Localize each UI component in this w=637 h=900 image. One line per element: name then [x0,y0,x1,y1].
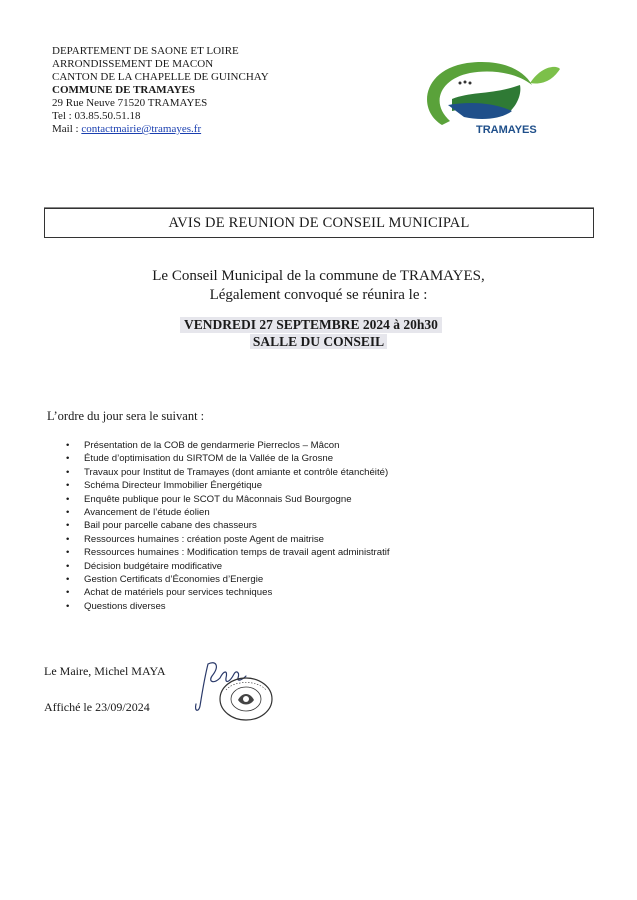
agenda-item-text: Présentation de la COB de gendarmerie Pierreclos – Mâcon [84,440,340,451]
agenda-item-text: Étude d’optimisation du SIRTOM de la Vallée de la Grosne [84,453,334,465]
agenda-item [66,519,390,532]
bullet-icon: • [66,547,70,559]
agenda-item-text: Ressources humaines : création poste Agent de maitrise [84,533,324,545]
agenda-item [66,546,390,559]
meeting-date: VENDREDI 27 SEPTEMBRE 2024 à 20h30 [180,317,442,333]
tramayes-logo [412,55,562,140]
bullet-icon: • [66,480,70,492]
agenda-item-text: Enquête publique pour le SCOT du Mâconnais Sud Bourgogne [84,493,352,505]
agenda-item-text: Gestion Certificats d’Économies d’Energie [84,574,264,586]
agenda-item-text: Bail pour parcelle cabane des chasseurs [84,520,257,532]
meeting-room-line [0,334,637,350]
logo-text: TRAMAYES [476,124,537,136]
address-line: 29 Rue Neuve 71520 TRAMAYES [52,97,208,109]
agenda-item [66,586,390,599]
agenda-item [66,573,390,586]
bullet-icon: • [66,574,70,586]
mail-label: Mail : [52,123,82,135]
agenda-item [66,600,390,613]
agenda-item [66,452,390,465]
tel-line: Tel : 03.85.50.51.18 [52,110,141,122]
intro-line-1: Le Conseil Municipal de la commune de TRAMAYES, [152,268,485,284]
bullet-icon: • [66,533,70,545]
agenda-item-text: Décision budgétaire modificative [84,560,223,572]
department-line: DEPARTEMENT DE SAONE ET LOIRE [52,45,239,57]
posted-date: Affiché le 23/09/2024 [44,700,150,714]
title-box [44,208,594,238]
agenda-item [66,439,390,452]
bullet-icon: • [66,560,70,572]
bullet-icon: • [66,453,70,465]
bullet-icon: • [66,440,70,451]
bullet-icon: • [66,493,70,505]
mail-line [52,123,269,136]
bullet-icon: • [66,466,70,478]
bullet-icon: • [66,507,70,519]
agenda-item [66,506,390,519]
agenda-item [66,560,390,573]
agenda-item-text: Avancement de l’étude éolien [84,507,210,519]
meeting-room: SALLE DU CONSEIL [250,334,387,349]
letterhead [52,45,269,136]
mayor-signature-line: Le Maire, Michel MAYA [44,664,166,678]
agenda-item [66,466,390,479]
bullet-icon: • [66,587,70,599]
arrondissement-line: ARRONDISSEMENT DE MACON [52,58,214,70]
commune-line: COMMUNE DE TRAMAYES [52,84,196,96]
agenda-item-text: Ressources humaines : Modification temps de travail agent administratif [84,547,390,559]
agenda-item-text: Travaux pour Institut de Tramayes (dont amiante et contrôle étanchéité) [84,466,389,478]
agenda-item-text: Achat de matériels pour services techniques [84,587,273,599]
agenda-item [66,533,390,546]
agenda-item-text: Schéma Directeur Immobilier Énergétique [84,480,263,492]
agenda-item-text: Questions diverses [84,600,166,612]
notice-title: AVIS DE REUNION DE CONSEIL MUNICIPAL [168,215,470,231]
agenda-item [66,493,390,506]
mail-link[interactable]: contactmairie@tramayes.fr [81,123,202,135]
agenda-item [66,479,390,492]
bullet-icon: • [66,600,70,612]
intro-line-2: Légalement convoqué se réunira le : [209,287,428,303]
official-stamp [218,676,274,722]
bullet-icon: • [66,520,70,532]
agenda-list [66,439,390,613]
canton-line: CANTON DE LA CHAPELLE DE GUINCHAY [52,71,269,83]
agenda-intro: L’ordre du jour sera le suivant : [47,409,205,423]
